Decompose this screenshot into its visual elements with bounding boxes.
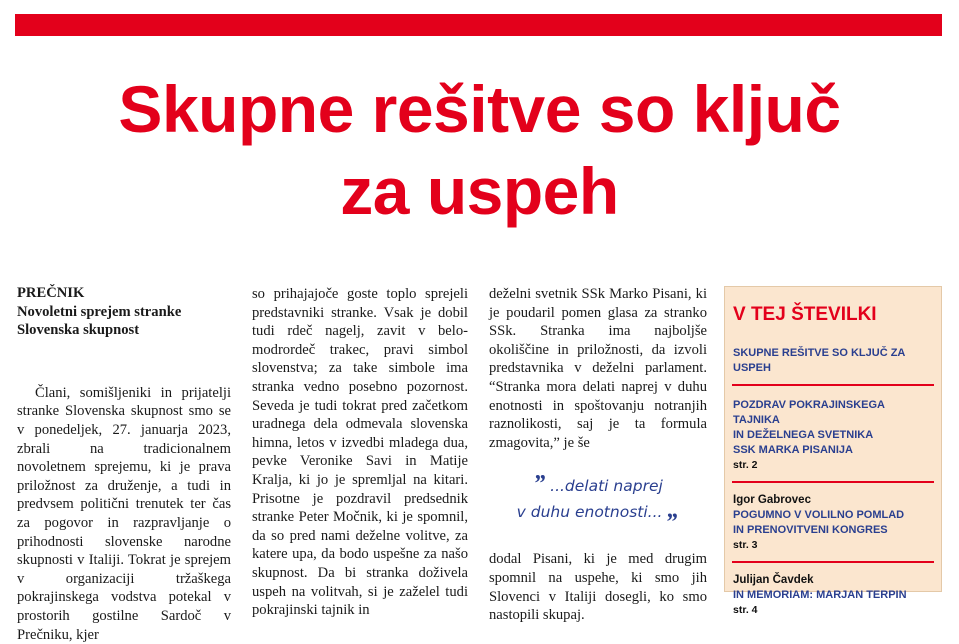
entry-title-line-1: IN MEMORIAM: MARJAN TERPIN: [733, 589, 907, 601]
contents-entry-4[interactable]: [733, 563, 933, 618]
quote-close-mark: „: [667, 497, 680, 524]
dateline: PREČNIK: [17, 285, 85, 301]
headline-line-2: za uspeh: [340, 154, 619, 228]
intro-line-1: Novoletni sprejem stranke: [17, 303, 182, 320]
contents-sidebar: [724, 286, 942, 616]
body-text-col3-bottom: dodal Pisani, ki je med drugim spomnil na uspehe, ki smo jih Slovenci v Italiji dosegli, ko smo nastopili skupaj.: [489, 551, 707, 624]
entry-author: Igor Gabrovec: [733, 494, 811, 506]
entry-title-line-3: SSK MARKA PISANIJA: [733, 444, 853, 456]
contents-entry-2[interactable]: [733, 386, 933, 481]
article-column-1: [17, 284, 231, 644]
pull-quote-line-2: v duhu enotnosti...: [516, 503, 663, 522]
entry-title-line-1: POZDRAV POKRAJINSKEGA TAJNIKA: [733, 399, 885, 426]
sidebar-title: V TEJ ŠTEVILKI: [733, 304, 877, 325]
contents-entry-1[interactable]: [733, 326, 933, 384]
entry-title-line-1: POGUMNO V VOLILNO POMLAD: [733, 509, 905, 521]
pull-quote-line-1: ...delati naprej: [550, 477, 663, 496]
entry-author: Julijan Čavdek: [733, 574, 814, 586]
entry-page: str. 2: [733, 459, 758, 471]
entry-title: SKUPNE REŠITVE SO KLJUČ ZA USPEH: [733, 347, 905, 374]
headline-line-1: Skupne rešitve so ključ: [118, 72, 841, 146]
body-text-col3-top: deželni svetnik SSk Marko Pisani, ki je poudaril pomen glasa za stranko SSk. Stranka ima najboljše okoliščine in priložnosti, da izvoli predstavnika v deželni parlament. “Stranka mora delati naprej v duhu enotnosti in spoštovanju notranjih raznolikosti, saj je ta formula zmagovita,” je še: [489, 286, 707, 451]
pull-quote: [489, 472, 707, 524]
quote-open-mark: ”: [533, 471, 546, 498]
entry-title-line-2: IN PRENOVITVENI KONGRES: [733, 524, 888, 536]
body-text-col1: Člani, somišljeniki in prijatelji stranke Slovenska skupnost smo se v ponedeljek, 27. januarja 2023, zbrali na tradicionalnem novoletnem sprejemu, ki je prava priložnost za druženje, a tudi in predvsem politični trenutek ter čas za pogovor in razpravljanje o prihodnosti slovenske narodne skupnosti v Italiji. Tokrat je sprejem v organizaciji tržaškega pokrajinskega vodstva potekal v prostorih gostilne Sardoč v Prečniku, kjer: [17, 384, 231, 643]
intro: [17, 303, 231, 340]
top-red-bar: [15, 14, 942, 36]
contents-entry-3[interactable]: [733, 483, 933, 561]
intro-line-2: Slovenska skupnost: [17, 322, 140, 339]
headline: [0, 68, 959, 232]
entry-page: str. 3: [733, 539, 758, 551]
entry-page: str. 4: [733, 604, 758, 616]
entry-title-line-2: IN DEŽELNEGA SVETNIKA: [733, 429, 874, 441]
article-column-3: [489, 285, 707, 625]
article-column-2: [252, 285, 468, 620]
body-text-col2: so prihajajoče goste toplo sprejeli predstavniki stranke. Vsak je dobil tudi rdeč nagelj, zavit v belo-modrordeč trakec, pravi simbol slovenstva; za take simbole ima stranka vedno posebno pozornost. Seveda je tudi tokrat pred začetkom uradnega dela odmevala slovenska himna, letos v izvedbi mladega dua, pevke Veronike Savi in Matije Kralja, ki jo je spremljal na kitari. Prisotne je pozdravil predsednik stranke Peter Močnik, ki je spomnil, da so pred nami deželne volitve, za katere upa, da bodo uspešne za našo skupnost. Da bi stranka doživela uspeh na volitvah, si je zaželel tudi pokrajinski tajnik in: [252, 286, 468, 619]
